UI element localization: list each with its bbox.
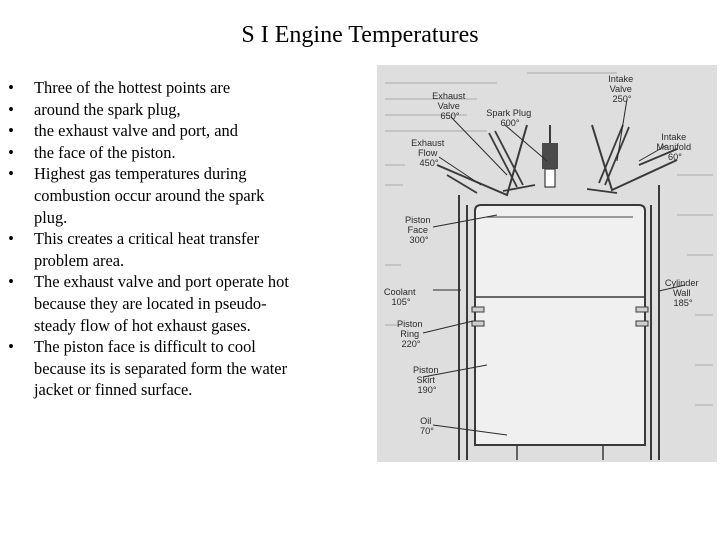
label-piston-ring [397,319,425,349]
label-line: 250° [612,94,632,104]
label-piston-face [405,215,433,245]
bullet-line: combustion occur around the spark [34,185,265,205]
bullet-line: because its is separated form the water [34,358,288,378]
label-line: 60° [668,152,682,162]
label-intake-manifold [656,132,693,162]
bullet-item [0,142,372,164]
label-line: Piston [404,215,431,225]
label-exhaust-flow [411,138,447,168]
label-line: 220° [401,339,421,349]
label-line: Face [407,225,428,235]
label-coolant [384,287,418,307]
bullet-line: The exhaust valve and port operate hot [34,272,289,292]
bullet-line: steady flow of hot exhaust gases. [34,315,251,335]
piston-drawing [472,205,648,460]
label-line: Skirt [416,375,435,385]
label-line: Valve [437,101,460,111]
bullet-line: around the spark plug, [34,99,181,119]
label-line: Oil [420,416,432,426]
bullet-line: This creates a critical heat transfer [34,229,260,249]
label-intake-valve [608,74,636,104]
label-line: 650° [440,111,460,121]
label-line: Exhaust [411,138,445,148]
bullet-item [0,77,372,99]
bullet-item [0,336,372,401]
engine-diagram [377,65,717,462]
label-line: Valve [609,84,632,94]
label-line: Manifold [656,142,692,152]
bullet-marker: • [8,229,14,249]
bullet-marker: • [8,272,14,292]
bullet-item [0,163,372,228]
label-line: 105° [391,297,411,307]
bullet-line: problem area. [34,250,125,270]
label-piston-skirt [413,365,441,395]
label-line: Coolant [383,287,416,297]
label-line: 185° [673,298,693,308]
bullet-line: jacket or finned surface. [34,380,193,400]
bullet-line: Three of the hottest points are [34,78,231,97]
bullet-line: Highest gas temperatures during [34,164,247,184]
label-line: 190° [417,385,437,395]
bullet-marker: • [8,99,14,119]
slide-title: S I Engine Temperatures [241,22,479,48]
label-line: Cylinder [664,278,699,288]
bullet-line: the face of the piston. [34,142,176,162]
label-line: Wall [672,288,691,298]
bullet-marker: • [8,337,14,357]
bullet-item [0,120,372,142]
bullet-marker: • [8,121,14,141]
bullet-marker: • [8,164,14,184]
bullet-list [0,77,372,401]
bullet-marker: • [8,78,14,97]
label-line: 450° [419,158,439,168]
label-line: Intake [608,74,634,84]
label-line: Piston [412,365,439,375]
label-line: Spark Plug [486,108,532,118]
bullet-item [0,99,372,121]
label-line: Flow [418,148,438,158]
label-oil [420,416,434,436]
bullet-item [0,228,372,271]
bullet-line: The piston face is difficult to cool [34,337,256,357]
bullet-item [0,271,372,336]
label-line: 600° [500,118,520,128]
bullet-line: plug. [34,207,68,227]
label-line: Ring [400,329,420,339]
bullet-marker: • [8,142,14,162]
engine-drawing [377,65,717,462]
label-line: 70° [420,426,434,436]
label-line: Intake [661,132,687,142]
spark-plug-drawing [542,125,558,187]
label-exhaust-valve [432,91,468,121]
label-line: 300° [409,235,429,245]
bullet-line: because they are located in pseudo- [34,293,267,313]
label-line: Exhaust [432,91,466,101]
bullet-line: the exhaust valve and port, and [34,121,238,141]
label-line: Piston [396,319,423,329]
label-cylinder-wall [665,278,701,308]
